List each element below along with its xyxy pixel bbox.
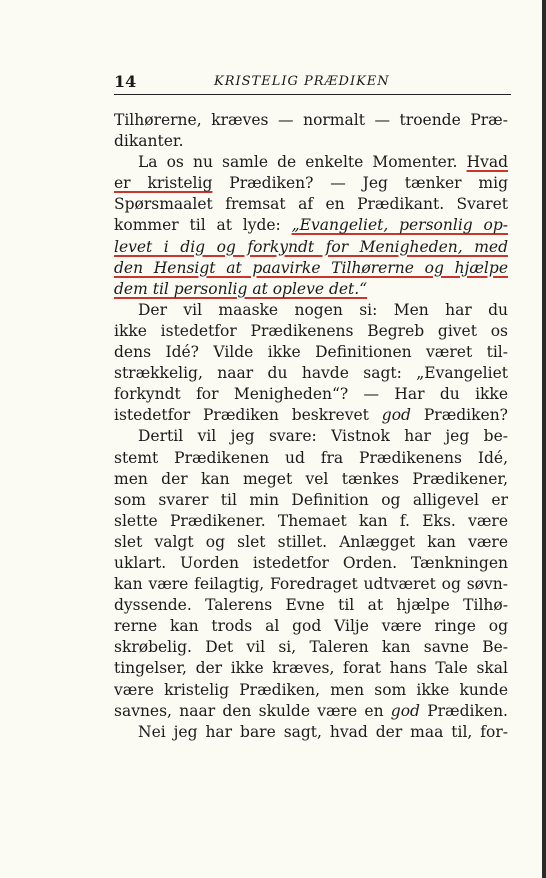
text-line: Nei jeg har bare sagt, hvad der maa til, for- bbox=[138, 722, 508, 741]
text-line: Tilhørerne, kræves — normalt — troende Præ- bbox=[114, 111, 508, 129]
text-span: La os nu samle de enkelte Momenter. bbox=[138, 153, 467, 172]
underlined-definition: den Hensigt at paavirke Tilhørerne og hjælpe bbox=[114, 258, 508, 277]
text-line: kan være feilagtig, Foredraget udtværet og søvn- bbox=[114, 575, 508, 594]
running-title: KRISTELIG PRÆDIKEN bbox=[214, 74, 390, 89]
text-span: Prædiken? bbox=[410, 406, 508, 425]
text-line: ikke istedetfor Prædikenens Begreb givet os bbox=[114, 321, 508, 340]
italic-word: god bbox=[390, 701, 420, 720]
text-span: kommer til at lyde: bbox=[114, 216, 292, 235]
underlined-definition: dem til personlig at opleve det.“ bbox=[114, 279, 368, 298]
text-span: savnes, naar den skulde være en bbox=[114, 701, 391, 720]
text-span: Prædiken? — Jeg tænker mig bbox=[212, 174, 508, 193]
text-line bbox=[114, 279, 508, 300]
text-line: slette Prædikener. Themaet kan f. Eks. være bbox=[114, 511, 508, 530]
text-line: Dertil vil jeg svare: Vistnok har jeg be- bbox=[138, 427, 508, 446]
text-line bbox=[114, 405, 508, 426]
text-line: være kristelig Prædiken, men som ikke kunde bbox=[114, 680, 508, 699]
text-line: slet valgt og slet stillet. Anlægget kan være bbox=[114, 532, 508, 551]
text-line: dikanter. bbox=[114, 132, 184, 151]
page-edge-shadow bbox=[542, 0, 546, 878]
text-line bbox=[114, 173, 508, 194]
text-line: dyssende. Talerens Evne til at hjælpe Tilhø- bbox=[114, 596, 508, 615]
text-line: men der kan meget vel tænkes Prædikener, bbox=[114, 469, 508, 488]
text-line: som svarer til min Definition og alligevel er bbox=[114, 490, 508, 509]
underlined-phrase: er kristelig bbox=[114, 174, 213, 193]
text-line: Spørsmaalet fremsat af en Prædikant. Svaret bbox=[114, 195, 508, 214]
text-line: Der vil maaske nogen si: Men har du bbox=[138, 300, 508, 319]
underlined-definition: levet i dig og forkyndt for Menigheden, med bbox=[114, 237, 508, 256]
text-line: forkyndt for Menigheden“? — Har du ikke bbox=[114, 385, 508, 404]
text-line bbox=[114, 152, 508, 173]
text-line: strækkelig, naar du havde sagt: „Evangeliet bbox=[114, 364, 508, 383]
underlined-phrase: Hvad bbox=[466, 153, 508, 172]
text-line: skrøbelig. Det vil si, Taleren kan savne Be- bbox=[114, 638, 508, 657]
text-line: uklart. Uorden istedetfor Orden. Tænkningen bbox=[114, 553, 508, 572]
text-line bbox=[114, 701, 508, 722]
text-line: tingelser, der ikke kræves, forat hans Tale skal bbox=[114, 659, 508, 678]
text-line: stemt Prædikenen ud fra Prædikenens Idé, bbox=[114, 448, 508, 467]
body-text bbox=[114, 110, 508, 743]
text-span: Prædiken. bbox=[419, 701, 508, 720]
text-line: rerne kan trods al god Vilje være ringe og bbox=[114, 617, 508, 636]
text-line bbox=[114, 215, 508, 236]
page-header bbox=[114, 72, 511, 95]
text-span: istedetfor Prædiken beskrevet bbox=[114, 406, 382, 425]
page-number: 14 bbox=[114, 72, 137, 91]
italic-word: god bbox=[381, 406, 411, 425]
underlined-definition: „Evangeliet, personlig op- bbox=[291, 216, 508, 235]
text-line: dens Idé? Vilde ikke Definitionen været til- bbox=[114, 343, 508, 362]
